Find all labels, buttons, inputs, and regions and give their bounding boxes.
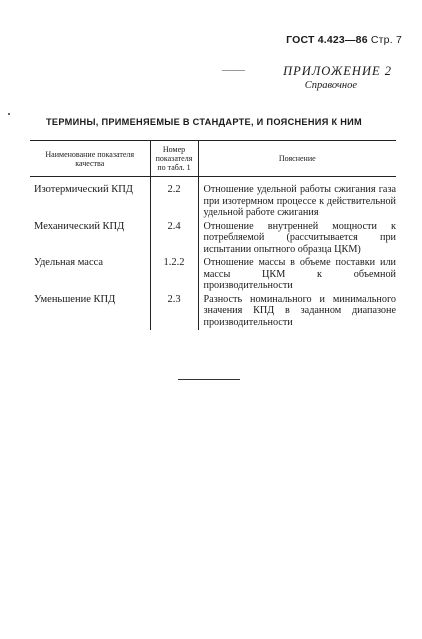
- term-number: 2.3: [150, 294, 198, 331]
- term-explanation: Разность номинального и минимального значения КПД в заданном диапазоне производительности: [203, 293, 396, 328]
- table-header-row: [30, 141, 396, 177]
- scan-mark: — —: [222, 62, 243, 76]
- term-explanation: Отношение внутренней мощности к потребляемой (рассчитывается при испытании опытного образца ЦКМ): [203, 220, 396, 255]
- term-explanation: Отношение удельной работы сжигания газа при изотермном процессе к действительной удельной работе сжигания: [203, 184, 396, 218]
- table-row: [30, 177, 396, 221]
- appendix-title: ПРИЛОЖЕНИЕ 2: [283, 64, 392, 78]
- term-name: Удельная масса: [34, 257, 104, 268]
- column-header-explanation: Пояснение: [198, 141, 396, 177]
- page-header: [286, 34, 402, 46]
- table-row: [30, 221, 396, 258]
- term-explanation: Отношение массы в объеме поставки или массы ЦКМ к объемной производительности: [203, 257, 396, 291]
- term-name: Механический КПД: [34, 220, 125, 232]
- column-header-name: Наименование показателя качества: [30, 141, 150, 177]
- standard-code: ГОСТ 4.423—86: [286, 34, 368, 46]
- term-name: Изотермический КПД: [34, 184, 133, 195]
- appendix-reference: Справочное: [304, 80, 357, 91]
- term-name: Уменьшение КПД: [34, 293, 116, 305]
- term-number: 1.2.2: [150, 257, 198, 294]
- scan-dot: [8, 113, 10, 115]
- table-row: [30, 257, 396, 294]
- page-number: Стр. 7: [370, 34, 402, 46]
- column-header-number: Номер показателя по табл. 1: [150, 141, 198, 177]
- term-number: 2.2: [150, 177, 198, 221]
- table-row: [30, 294, 396, 331]
- terms-table: [30, 140, 396, 330]
- document-title: ТЕРМИНЫ, ПРИМЕНЯЕМЫЕ В СТАНДАРТЕ, И ПОЯСНЕНИЯ К НИМ: [46, 117, 363, 127]
- term-number: 2.4: [150, 221, 198, 258]
- footer-divider: [178, 379, 240, 380]
